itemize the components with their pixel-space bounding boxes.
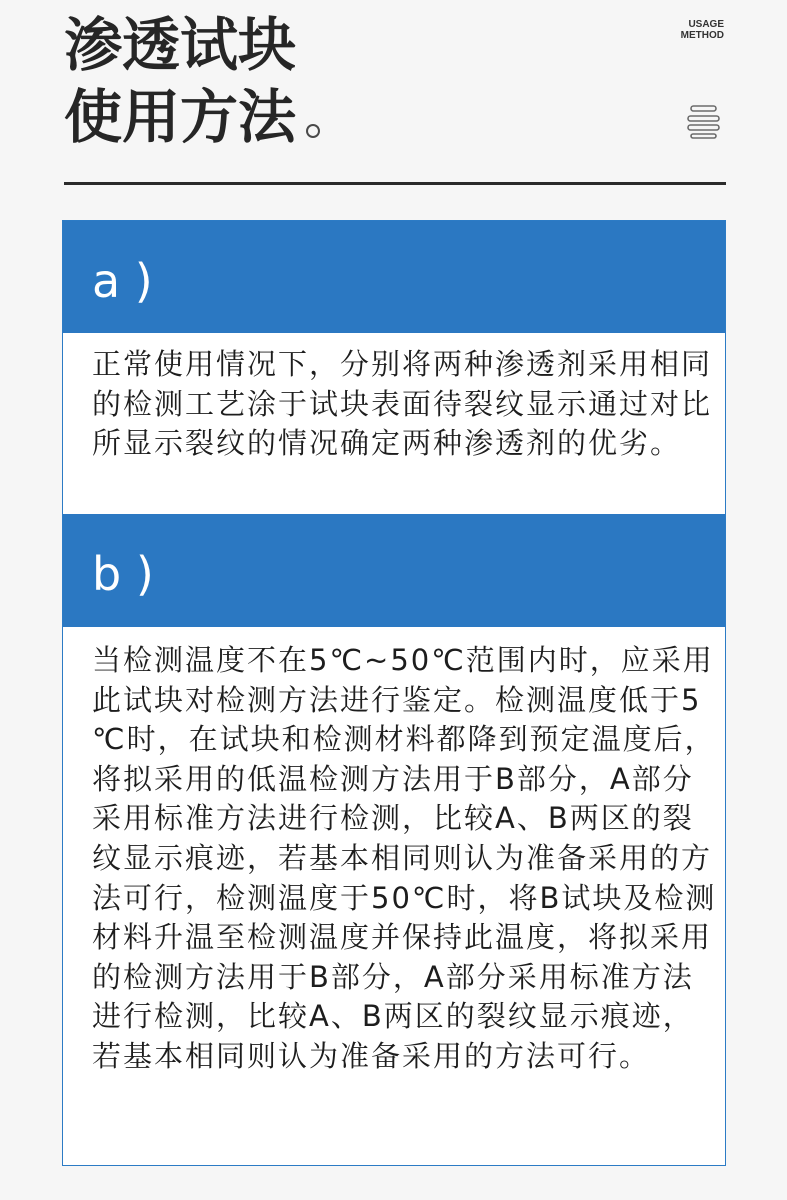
title-dot-icon — [306, 124, 320, 138]
section-a-text: 正常使用情况下，分别将两种渗透剂采用相同的检测工艺涂于试块表面待裂纹显示通过对比所显示裂纹的情况确定两种渗透剂的优劣。 — [92, 347, 713, 461]
page-title-line-1: 渗透试块 — [64, 11, 297, 79]
page-title-line-2: 使用方法 — [64, 83, 297, 151]
method-card — [62, 220, 726, 1166]
section-a-letter: a ) — [92, 254, 153, 308]
section-b-header — [63, 514, 725, 627]
section-a-header — [63, 221, 725, 333]
section-b-text: 当检测温度不在5℃~50℃范围内时，应采用此试块对检测方法进行鉴定。检测温度低于5 ℃时，在试块和检测材料都降到预定温度后，将拟采用的低温检测方法用于B部分，A部分采用标准方法进行检测，比较A、B两区的裂纹显示痕迹，若基本相同则认为准备采用的方法可行，检测温度于50℃时，将B试块及检测材料升温至检测温度并保持此温度，将拟采用的检测方法用于B部分，A部分采用标准方法进行检测，比较A、B两区的裂纹显示痕迹，若基本相同则认为准备采用的方法可行。 — [92, 643, 717, 1073]
menu-lines-icon[interactable] — [687, 105, 720, 139]
title-divider — [64, 182, 726, 185]
usage-method-label: USAGE METHOD — [680, 19, 724, 41]
section-b-letter: b ) — [92, 547, 154, 601]
